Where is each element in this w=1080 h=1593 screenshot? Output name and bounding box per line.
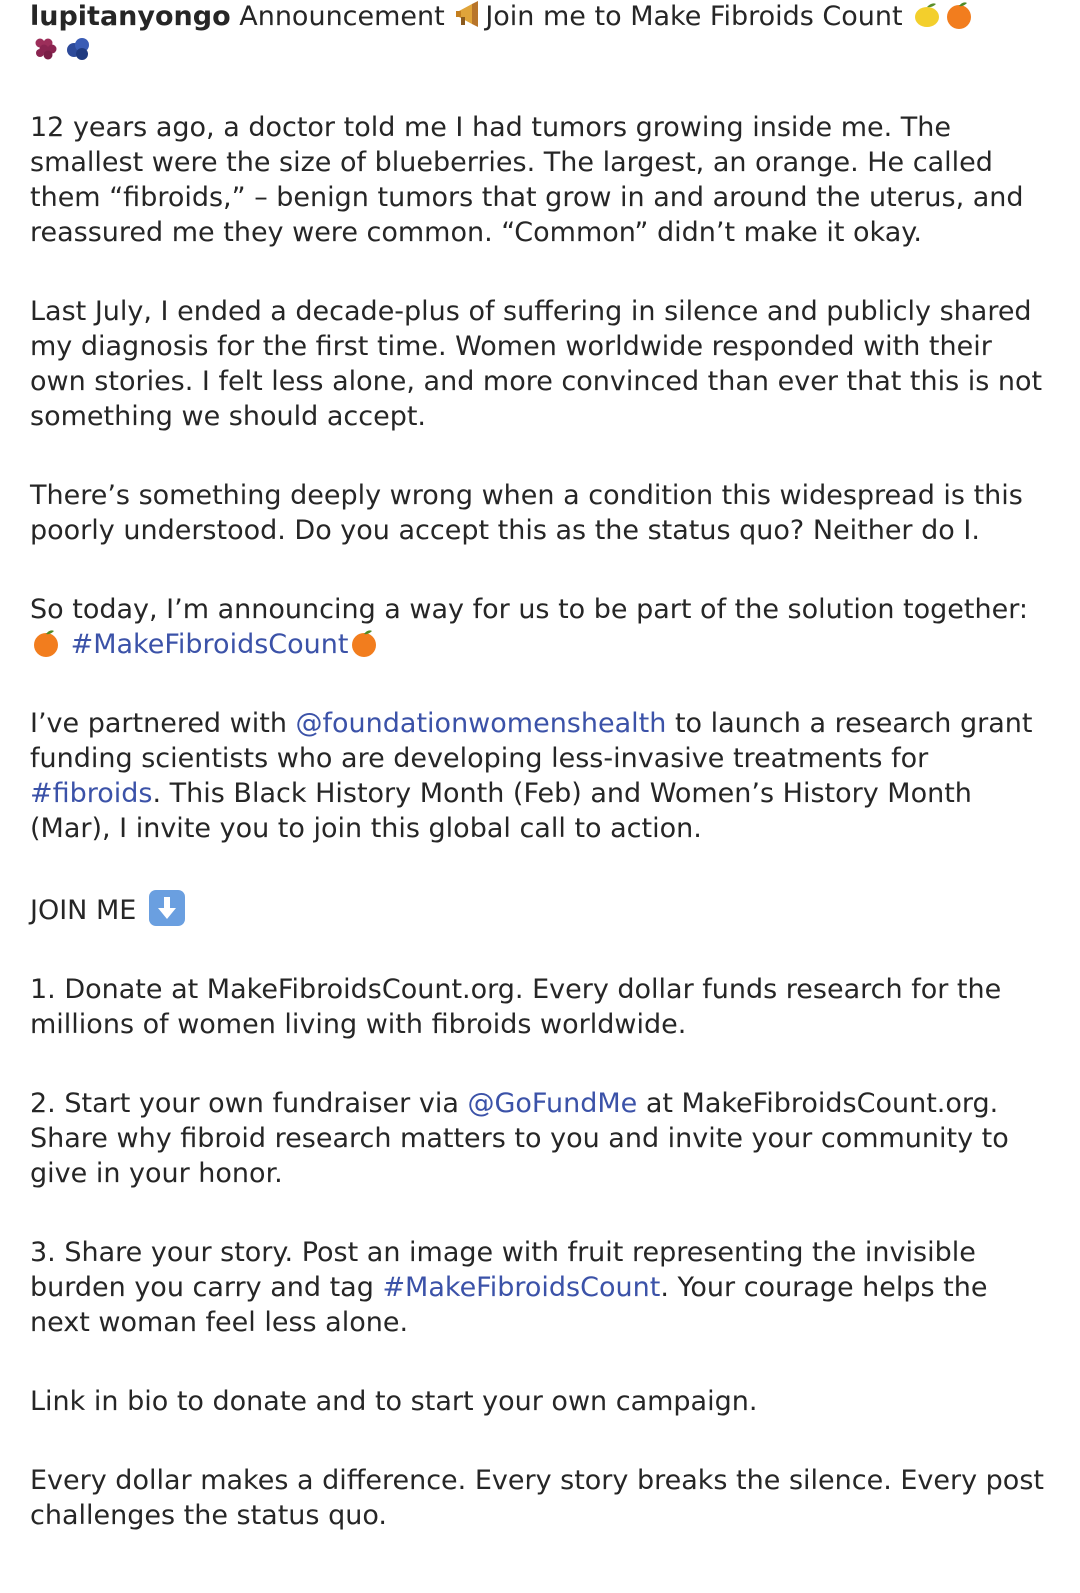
paragraph-last-july: Last July, I ended a decade-plus of suffering in silence and publicly shared my diagnosis for the first time. Women worldwide responded with their own stories. I felt less alone, and more convinced than ever that this is not something we should accept. <box>30 296 1043 432</box>
orange-icon <box>944 0 974 30</box>
announcement-text: So today, I’m announcing a way for us to be part of the solution together: <box>30 594 1028 625</box>
paragraph-closing: Every dollar makes a difference. Every story breaks the silence. Every post challenges the status quo. <box>30 1465 1044 1531</box>
header-text: Announcement <box>230 1 454 32</box>
paragraph-announcement <box>30 592 1050 662</box>
orange-icon <box>31 628 61 658</box>
header-title: Join me to Make Fibroids Count <box>485 1 912 32</box>
paragraph-step-fundraiser <box>30 1086 1050 1191</box>
partnership-text: . This Black History Month (Feb) and Women’s History Month (Mar), I invite you to join this global call to action. <box>30 778 972 844</box>
share-text: . Your courage helps the next woman feel less alone. <box>30 1272 988 1338</box>
paragraph-join-me <box>30 890 1050 928</box>
mention-link[interactable]: @foundationwomenshealth <box>295 708 667 739</box>
hashtag-link[interactable]: #MakeFibroidsCount <box>70 629 349 660</box>
paragraph-status-quo: There’s something deeply wrong when a condition this widespread is this poorly understood. Do you accept this as the status quo? Neither do I. <box>30 480 1023 546</box>
hashtag-link[interactable]: #fibroids <box>30 778 153 809</box>
join-me-text: JOIN ME <box>30 895 145 926</box>
caption-header <box>30 0 1050 66</box>
partnership-text: to launch a research grant funding scientists who are developing less-invasive treatments for <box>30 708 1033 774</box>
paragraph-partnership <box>30 706 1050 846</box>
down-arrow-icon <box>149 890 185 926</box>
hashtag-link[interactable]: #MakeFibroidsCount <box>382 1272 661 1303</box>
paragraph-step-donate: 1. Donate at MakeFibroidsCount.org. Every dollar funds research for the millions of women living with fibroids worldwide. <box>30 974 1002 1040</box>
paragraph-diagnosis: 12 years ago, a doctor told me I had tumors growing inside me. The smallest were the size of blueberries. The largest, an orange. He called them “fibroids,” – benign tumors that grow in and around the uterus, and reassured me they were common. “Common” didn’t make it okay. <box>30 112 1024 248</box>
lemon-icon <box>912 0 942 30</box>
paragraph-link-in-bio: Link in bio to donate and to start your own campaign. <box>30 1386 758 1417</box>
megaphone-icon <box>454 0 484 30</box>
username[interactable]: lupitanyongo <box>30 1 231 32</box>
fundraiser-text: at MakeFibroidsCount.org. Share why fibroid research matters to you and invite your community to give in your honor. <box>30 1088 1009 1189</box>
fundraiser-text: 2. Start your own fundraiser via <box>30 1088 468 1119</box>
mention-link[interactable]: @GoFundMe <box>467 1088 638 1119</box>
paragraph-step-share <box>30 1235 1050 1340</box>
blueberries-icon <box>63 33 93 63</box>
orange-icon <box>349 628 379 658</box>
partnership-text: I’ve partnered with <box>30 708 296 739</box>
share-text: 3. Share your story. Post an image with fruit representing the invisible burden you carry and tag <box>30 1237 976 1303</box>
grapes-icon <box>31 33 61 63</box>
